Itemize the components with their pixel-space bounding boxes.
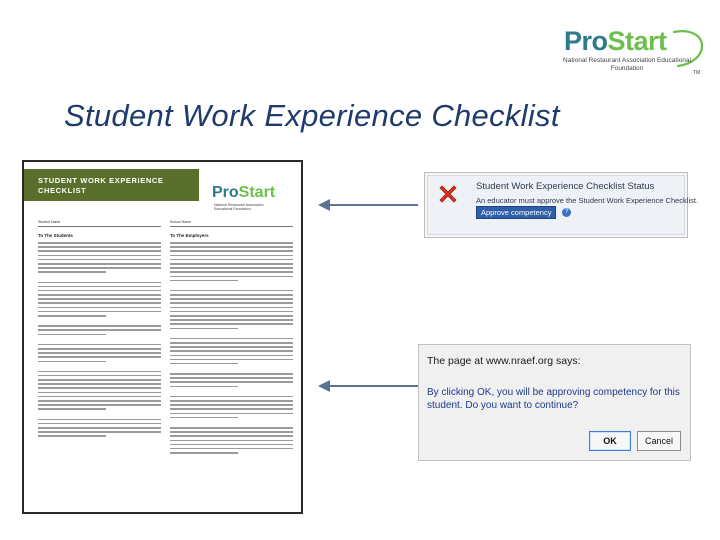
text-line — [38, 263, 161, 265]
document-logo-subtitle: National Restaurant Association Educational Foundation — [214, 203, 264, 211]
text-line — [170, 298, 293, 300]
text-line — [38, 361, 106, 363]
text-line — [38, 307, 161, 309]
text-line — [170, 307, 293, 309]
dialog-message: By clicking OK, you will be approving competency for this student. Do you want to continue? — [427, 387, 680, 411]
text-line — [38, 294, 161, 296]
checklist-status-panel — [424, 172, 699, 238]
text-line — [170, 294, 293, 296]
text-line — [170, 263, 293, 265]
text-line — [170, 242, 293, 244]
checklist-document-preview — [22, 160, 303, 514]
text-line — [170, 440, 293, 442]
text-line — [38, 250, 161, 252]
text-line — [38, 286, 161, 288]
text-line — [170, 377, 293, 379]
text-line — [170, 311, 293, 313]
text-line — [170, 444, 293, 446]
text-line — [170, 290, 293, 292]
arrow-left-icon — [318, 198, 420, 212]
text-line — [38, 255, 161, 257]
text-line — [38, 435, 106, 437]
text-line — [38, 419, 161, 421]
logo-wordmark: ProStart — [564, 26, 667, 56]
text-line — [170, 255, 293, 257]
text-line — [170, 373, 293, 375]
help-icon[interactable]: ? — [562, 208, 571, 217]
text-line — [170, 315, 293, 317]
text-line — [170, 323, 293, 325]
text-line — [170, 408, 293, 410]
text-line — [38, 325, 161, 327]
text-line — [170, 431, 293, 433]
text-line — [38, 344, 161, 346]
text-line — [170, 246, 293, 248]
text-line — [38, 387, 161, 389]
text-line — [38, 431, 161, 433]
text-line — [38, 282, 161, 284]
cancel-button[interactable]: Cancel — [637, 431, 681, 451]
document-heading-students: To The Students — [38, 233, 73, 238]
text-line — [38, 271, 106, 273]
text-line — [38, 329, 161, 331]
status-panel-content — [427, 175, 699, 235]
text-line — [38, 383, 161, 385]
text-line — [38, 427, 161, 429]
document-column-employers — [170, 220, 293, 456]
text-line — [38, 242, 161, 244]
text-line — [38, 356, 161, 358]
document-body-text — [38, 242, 161, 437]
text-line — [38, 396, 161, 398]
text-line — [38, 311, 161, 313]
prostart-logo — [556, 26, 706, 78]
text-line — [38, 404, 161, 406]
text-line — [38, 400, 161, 402]
text-line — [170, 448, 293, 450]
text-line — [38, 348, 161, 350]
text-line — [38, 379, 161, 381]
text-line — [38, 302, 161, 304]
text-line — [170, 355, 293, 357]
document-banner-title: STUDENT WORK EXPERIENCE CHECKLIST — [38, 176, 164, 195]
text-line — [38, 246, 161, 248]
text-line — [38, 408, 106, 410]
text-line — [38, 267, 161, 269]
document-column-students — [38, 220, 161, 440]
text-line — [170, 413, 293, 415]
text-line — [38, 352, 161, 354]
logo-subtitle: National Restaurant Association Educational Foundation — [563, 57, 691, 72]
text-line — [170, 359, 293, 361]
text-line — [170, 302, 293, 304]
text-line — [170, 435, 293, 437]
text-line — [38, 290, 161, 292]
text-line — [170, 452, 238, 454]
text-line — [170, 404, 293, 406]
text-line — [38, 334, 106, 336]
confirm-dialog — [418, 344, 691, 461]
text-line — [170, 400, 293, 402]
text-line — [170, 338, 293, 340]
text-line — [170, 250, 293, 252]
text-line — [170, 427, 293, 429]
status-subtitle: An educator must approve the Student Work Experience Checklist. — [476, 196, 699, 205]
document-heading-employers: To The Employers — [170, 233, 209, 238]
text-line — [170, 319, 293, 321]
text-line — [170, 386, 238, 388]
document-school-name-field: School Name — [170, 220, 293, 227]
text-line — [38, 392, 161, 394]
text-line — [170, 350, 293, 352]
document-body-text — [170, 242, 293, 454]
text-line — [170, 417, 238, 419]
approve-competency-button[interactable]: Approve competency — [476, 206, 556, 219]
document-logo: ProStart — [212, 184, 276, 201]
text-line — [38, 259, 161, 261]
ok-button[interactable]: OK — [589, 431, 631, 451]
text-line — [38, 298, 161, 300]
text-line — [170, 346, 293, 348]
text-line — [170, 259, 293, 261]
logo-trademark: TM — [693, 70, 701, 76]
text-line — [38, 315, 106, 317]
text-line — [38, 371, 161, 373]
text-line — [170, 328, 238, 330]
text-line — [38, 423, 161, 425]
dialog-title: The page at www.nraef.org says: — [427, 355, 581, 367]
text-line — [170, 342, 293, 344]
x-icon — [436, 182, 460, 206]
text-line — [170, 267, 293, 269]
arrow-left-icon — [318, 379, 420, 393]
status-title: Student Work Experience Checklist Status — [476, 181, 655, 192]
text-line — [170, 381, 293, 383]
text-line — [38, 375, 161, 377]
text-line — [170, 271, 293, 273]
text-line — [170, 396, 293, 398]
document-student-name-field: Student Name — [38, 220, 161, 227]
text-line — [170, 280, 238, 282]
text-line — [170, 276, 293, 278]
text-line — [170, 363, 238, 365]
slide-title: Student Work Experience Checklist — [64, 98, 560, 133]
